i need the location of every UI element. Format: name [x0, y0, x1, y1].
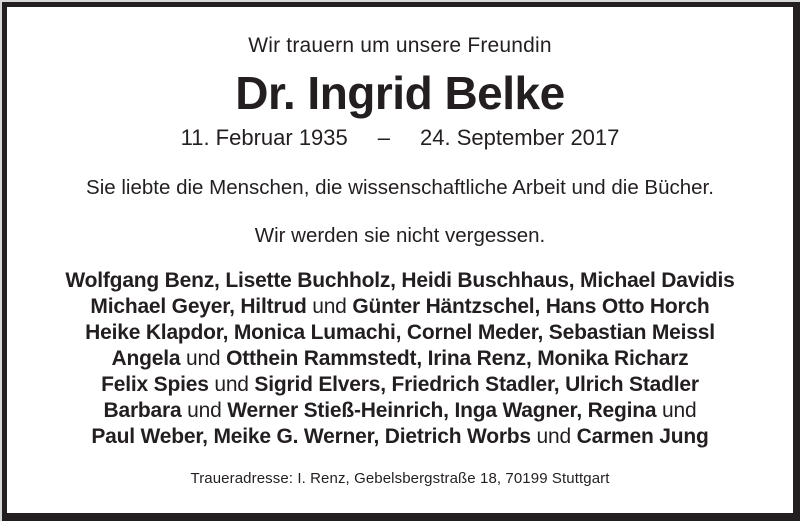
obituary-notice	[2, 2, 800, 521]
connector-text: und	[181, 398, 228, 422]
mourner-name: Paul Weber, Meike G. Werner, Dietrich Worbs	[91, 424, 531, 448]
intro-line: Wir trauern um unsere Freundin	[248, 34, 552, 57]
birth-date: 11. Februar 1935	[180, 124, 348, 150]
mourner-name: Angela	[111, 346, 181, 370]
mourner-name: Michael Geyer, Hiltrud	[90, 294, 307, 318]
mourner-line	[7, 268, 793, 294]
connector-text: und	[530, 424, 577, 448]
mourner-line	[7, 320, 793, 346]
mourner-name: Sigrid Elvers, Friedrich Stadler, Ulrich Stadler	[254, 372, 699, 396]
mourner-line	[7, 346, 793, 372]
connector-text: und	[208, 372, 255, 396]
life-dates	[7, 125, 793, 151]
mourner-name: Günter Häntzschel, Hans Otto Horch	[352, 294, 710, 318]
mourning-address: Traueradresse: I. Renz, Gebelsbergstraße 18, 70199 Stuttgart	[190, 469, 610, 487]
mourner-line	[7, 372, 793, 398]
mourner-name: Carmen Jung	[576, 424, 709, 448]
mourner-name: Werner Stieß-Heinrich, Inga Wagner, Regina	[227, 398, 657, 422]
connector-text: und	[306, 294, 353, 318]
mourner-line	[7, 424, 793, 450]
connector-text: und	[180, 346, 227, 370]
mourner-name: Otthein Rammstedt, Irina Renz, Monika Richarz	[226, 346, 689, 370]
date-separator: –	[377, 124, 391, 150]
mourner-name: Felix Spies	[101, 372, 209, 396]
tribute-line-1: Sie liebte die Menschen, die wissenschaftliche Arbeit und die Bücher.	[86, 175, 714, 199]
mourner-name: Barbara	[103, 398, 182, 422]
mourner-name: Heike Klapdor, Monica Lumachi, Cornel Meder, Sebastian Meissl	[85, 320, 715, 344]
tribute-line-2: Wir werden sie nicht vergessen.	[254, 223, 546, 247]
death-date: 24. September 2017	[420, 124, 620, 150]
mourner-line	[7, 294, 793, 320]
mourner-name: Wolfgang Benz, Lisette Buchholz, Heidi Buschhaus, Michael Davidis	[65, 268, 735, 292]
connector-text: und	[656, 398, 697, 422]
deceased-name: Dr. Ingrid Belke	[235, 67, 565, 119]
mourner-line	[7, 398, 793, 424]
mourners-list	[7, 268, 793, 450]
